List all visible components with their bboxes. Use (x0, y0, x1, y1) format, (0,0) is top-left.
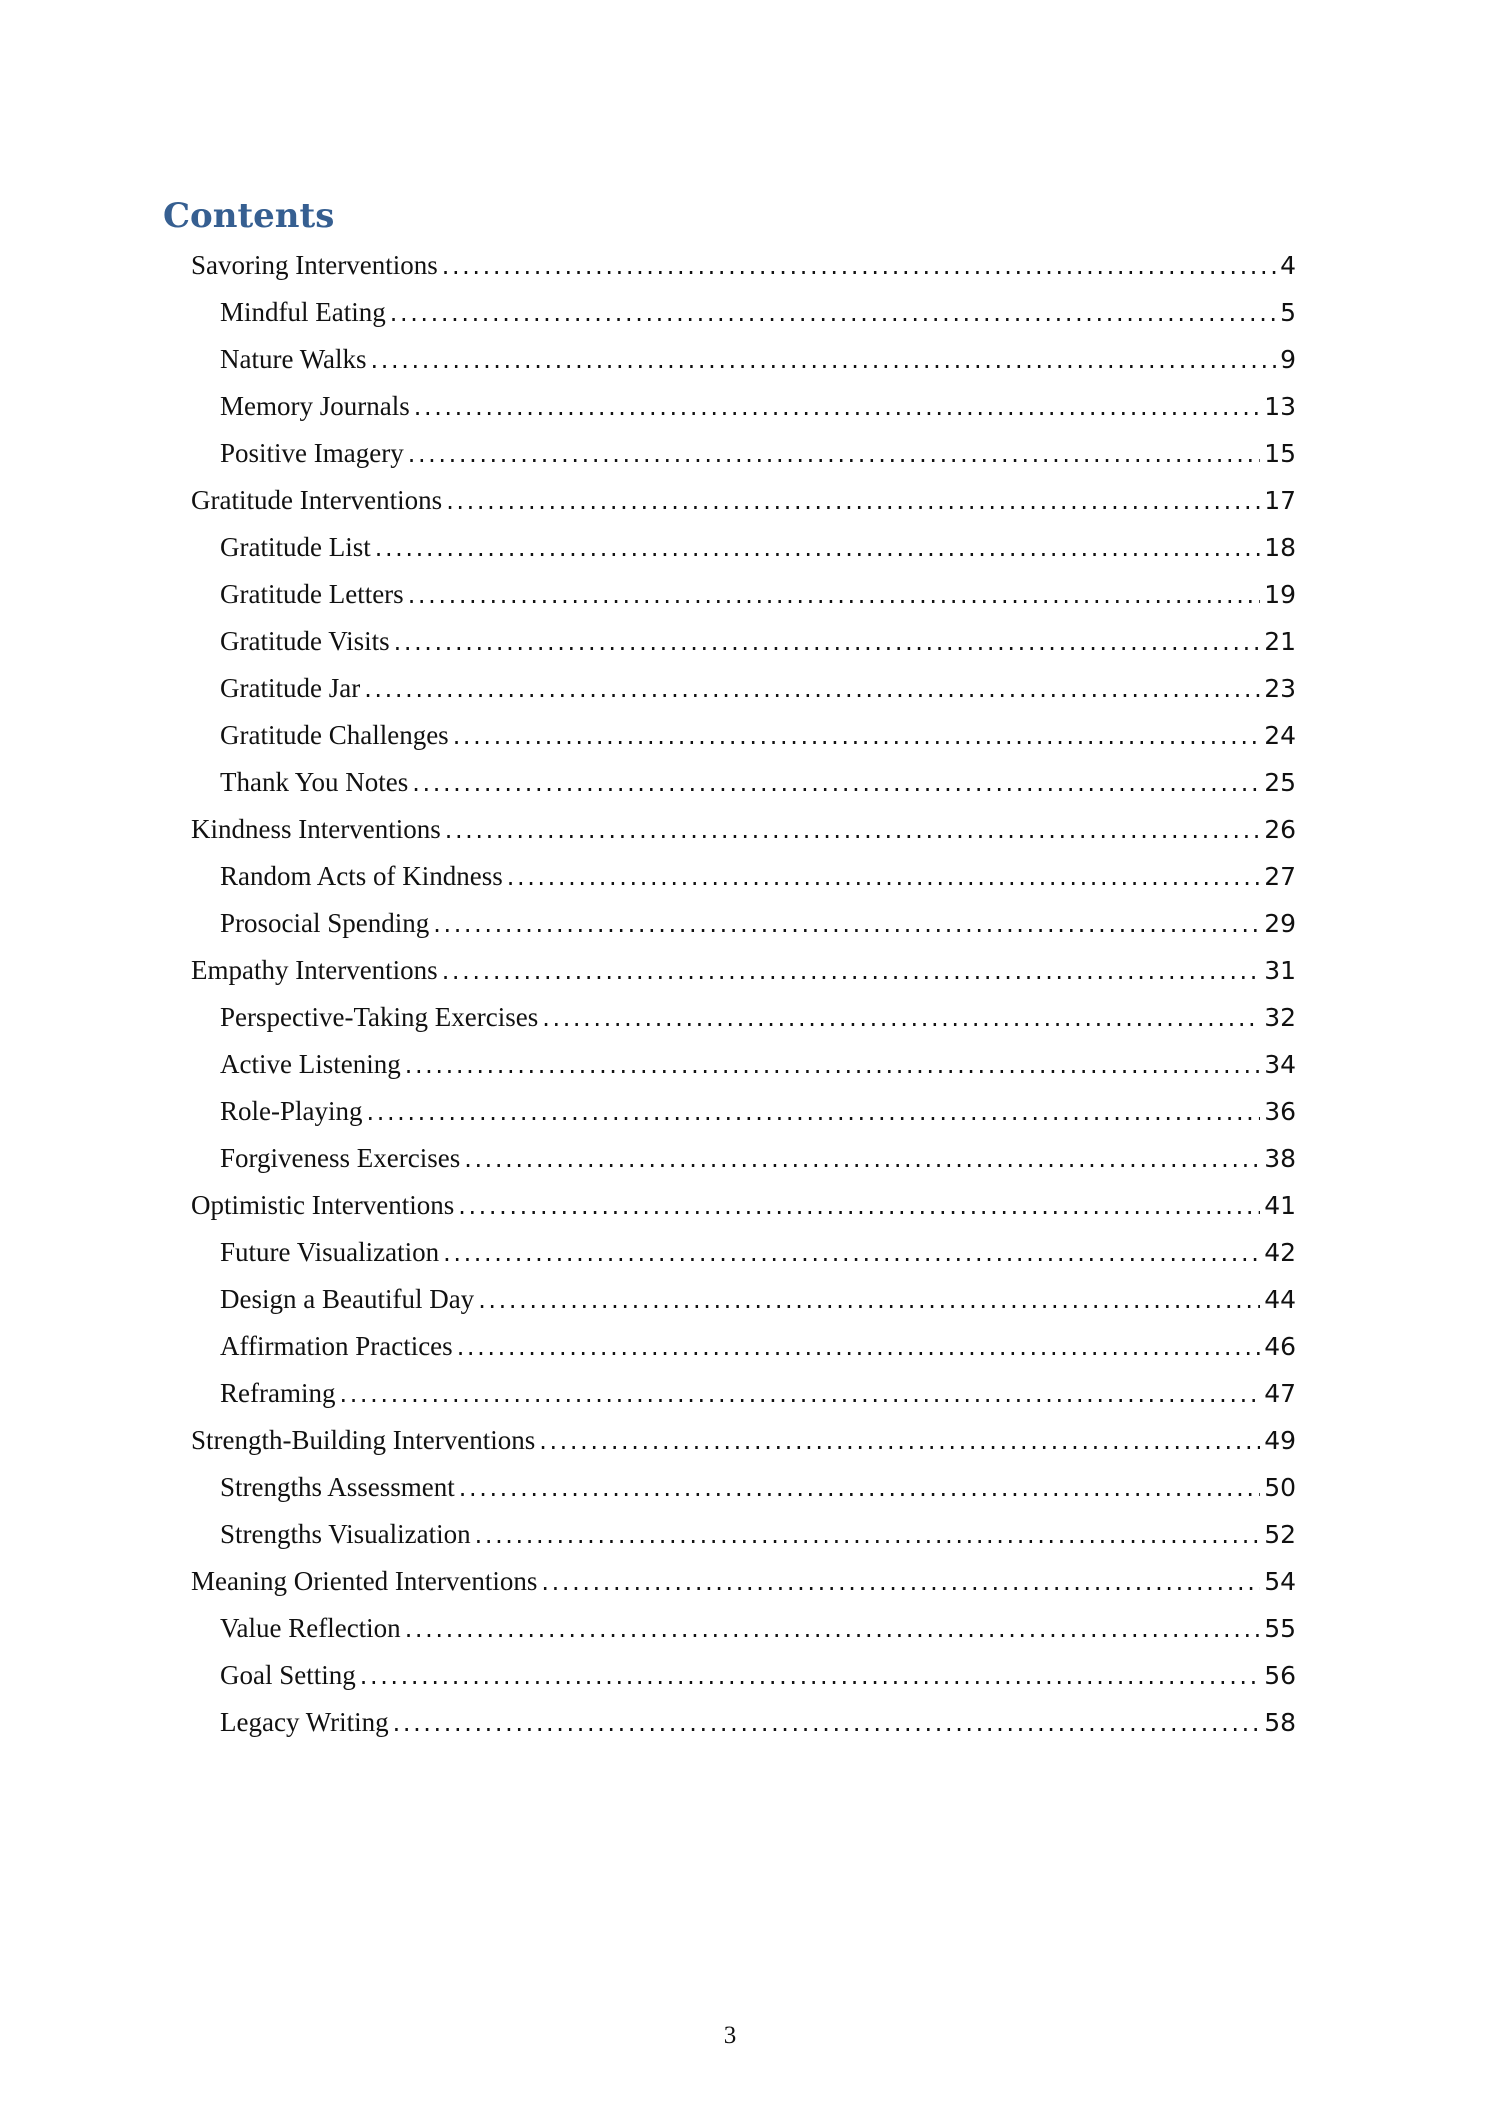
toc-entry-title: Future Visualization (220, 1237, 440, 1267)
toc-subsection-entry[interactable] (220, 1464, 1296, 1511)
toc-entry-title: Strength-Building Interventions (191, 1425, 536, 1455)
toc-entry-page: 34 (1264, 1050, 1296, 1079)
toc-entry-page: 19 (1264, 580, 1296, 609)
toc-subsection-entry[interactable] (220, 1088, 1296, 1135)
toc-subsection-entry[interactable] (220, 1041, 1296, 1088)
toc-subsection-entry[interactable] (220, 665, 1296, 712)
toc-section-entry[interactable] (191, 477, 1296, 524)
toc-entry-page: 27 (1264, 862, 1296, 891)
toc-entry-title: Active Listening (220, 1049, 401, 1079)
dot-leader (393, 1709, 1261, 1737)
toc-subsection-entry[interactable] (220, 336, 1296, 383)
toc-entry-page: 44 (1264, 1285, 1296, 1314)
dot-leader (458, 1192, 1260, 1220)
dot-leader (464, 1145, 1260, 1173)
toc-entry-title: Value Reflection (220, 1613, 401, 1643)
toc-entry-page: 24 (1264, 721, 1296, 750)
toc-entry-page: 9 (1280, 345, 1296, 374)
page-number: 3 (723, 2022, 737, 2049)
dot-leader (364, 675, 1260, 703)
toc-section-entry[interactable] (191, 1182, 1296, 1229)
toc-entry-page: 32 (1264, 1003, 1296, 1032)
toc-entry-page: 29 (1264, 909, 1296, 938)
toc-entry-title: Positive Imagery (220, 438, 404, 468)
dot-leader (408, 581, 1261, 609)
toc-subsection-entry[interactable] (220, 1511, 1296, 1558)
toc-subsection-entry[interactable] (220, 1605, 1296, 1652)
toc-entry-title: Design a Beautiful Day (220, 1284, 475, 1314)
toc-entry-page: 55 (1264, 1614, 1296, 1643)
dot-leader (408, 440, 1260, 468)
toc-subsection-entry[interactable] (220, 759, 1296, 806)
toc-subsection-entry[interactable] (220, 1699, 1296, 1746)
toc-entry-page: 4 (1280, 251, 1296, 280)
toc-entry-title: Kindness Interventions (191, 814, 441, 844)
dot-leader (443, 1239, 1260, 1267)
toc-entry-title: Optimistic Interventions (191, 1190, 455, 1220)
dot-leader (339, 1380, 1260, 1408)
toc-entry-title: Prosocial Spending (220, 908, 430, 938)
toc-entry-title: Gratitude Interventions (191, 485, 443, 515)
toc-entry-title: Nature Walks (220, 344, 367, 374)
toc-entry-page: 18 (1264, 533, 1296, 562)
toc-subsection-entry[interactable] (220, 1652, 1296, 1699)
toc-entry-title: Gratitude Visits (220, 626, 390, 656)
toc-subsection-entry[interactable] (220, 1135, 1296, 1182)
toc-entry-title: Affirmation Practices (220, 1331, 453, 1361)
toc-subsection-entry[interactable] (220, 994, 1296, 1041)
toc-entry-title: Gratitude Challenges (220, 720, 449, 750)
toc-subsection-entry[interactable] (220, 618, 1296, 665)
toc-subsection-entry[interactable] (220, 383, 1296, 430)
toc-entry-title: Strengths Assessment (220, 1472, 455, 1502)
toc-subsection-entry[interactable] (220, 1370, 1296, 1417)
toc-section-entry[interactable] (191, 1417, 1296, 1464)
toc-entry-title: Strengths Visualization (220, 1519, 471, 1549)
toc-subsection-entry[interactable] (220, 1323, 1296, 1370)
dot-leader (446, 487, 1260, 515)
toc-entry-page: 13 (1264, 392, 1296, 421)
toc-entry-page: 52 (1264, 1520, 1296, 1549)
toc-entry-page: 23 (1264, 674, 1296, 703)
page-title: Contents (163, 196, 335, 236)
toc-subsection-entry[interactable] (220, 524, 1296, 571)
toc-entry-page: 31 (1264, 956, 1296, 985)
toc-subsection-entry[interactable] (220, 571, 1296, 618)
toc-entry-title: Gratitude Letters (220, 579, 404, 609)
toc-entry-page: 54 (1264, 1567, 1296, 1596)
toc-entry-page: 49 (1264, 1426, 1296, 1455)
dot-leader (457, 1333, 1261, 1361)
toc-entry-page: 21 (1264, 627, 1296, 656)
dot-leader (394, 628, 1261, 656)
toc-entry-title: Random Acts of Kindness (220, 861, 503, 891)
toc-entry-title: Memory Journals (220, 391, 410, 421)
dot-leader (459, 1474, 1260, 1502)
toc-subsection-entry[interactable] (220, 853, 1296, 900)
dot-leader (433, 910, 1260, 938)
dot-leader (541, 1568, 1260, 1596)
toc-entry-title: Thank You Notes (220, 767, 409, 797)
toc-entry-page: 58 (1264, 1708, 1296, 1737)
dot-leader (405, 1051, 1260, 1079)
dot-leader (414, 393, 1260, 421)
dot-leader (360, 1662, 1260, 1690)
toc-entry-page: 26 (1264, 815, 1296, 844)
toc-entry-title: Savoring Interventions (191, 250, 438, 280)
dot-leader (539, 1427, 1260, 1455)
toc-subsection-entry[interactable] (220, 289, 1296, 336)
toc-section-entry[interactable] (191, 947, 1296, 994)
toc-entry-page: 42 (1264, 1238, 1296, 1267)
dot-leader (453, 722, 1261, 750)
toc-subsection-entry[interactable] (220, 900, 1296, 947)
dot-leader (367, 1098, 1261, 1126)
toc-subsection-entry[interactable] (220, 712, 1296, 759)
toc-section-entry[interactable] (191, 806, 1296, 853)
toc-entry-page: 47 (1264, 1379, 1296, 1408)
toc-entry-title: Role-Playing (220, 1096, 363, 1126)
toc-entry-title: Perspective-Taking Exercises (220, 1002, 539, 1032)
toc-entry-page: 15 (1264, 439, 1296, 468)
toc-entry-page: 36 (1264, 1097, 1296, 1126)
toc-entry-page: 46 (1264, 1332, 1296, 1361)
dot-leader (375, 534, 1260, 562)
toc-entry-page: 41 (1264, 1191, 1296, 1220)
toc-entry-page: 50 (1264, 1473, 1296, 1502)
dot-leader (405, 1615, 1261, 1643)
toc-section-entry[interactable] (191, 1558, 1296, 1605)
dot-leader (475, 1521, 1261, 1549)
toc-entry-title: Meaning Oriented Interventions (191, 1566, 538, 1596)
toc-section-entry[interactable] (191, 242, 1296, 289)
toc-entry-page: 17 (1264, 486, 1296, 515)
toc-entry-title: Legacy Writing (220, 1707, 389, 1737)
toc-subsection-entry[interactable] (220, 1276, 1296, 1323)
dot-leader (445, 816, 1260, 844)
toc-subsection-entry[interactable] (220, 1229, 1296, 1276)
toc-entry-title: Gratitude Jar (220, 673, 361, 703)
dot-leader (542, 1004, 1260, 1032)
toc-entry-title: Empathy Interventions (191, 955, 438, 985)
toc-entry-title: Forgiveness Exercises (220, 1143, 461, 1173)
dot-leader (442, 252, 1276, 280)
toc-entry-page: 5 (1280, 298, 1296, 327)
toc-entry-page: 56 (1264, 1661, 1296, 1690)
dot-leader (442, 957, 1260, 985)
dot-leader (478, 1286, 1260, 1314)
toc-entry-title: Gratitude List (220, 532, 371, 562)
toc-entry-page: 38 (1264, 1144, 1296, 1173)
dot-leader (507, 863, 1260, 891)
dot-leader (412, 769, 1260, 797)
dot-leader (371, 346, 1277, 374)
toc-entry-page: 25 (1264, 768, 1296, 797)
dot-leader (390, 299, 1276, 327)
toc-entry-title: Mindful Eating (220, 297, 386, 327)
toc-entry-title: Reframing (220, 1378, 336, 1408)
toc-subsection-entry[interactable] (220, 430, 1296, 477)
toc-entry-title: Goal Setting (220, 1660, 356, 1690)
